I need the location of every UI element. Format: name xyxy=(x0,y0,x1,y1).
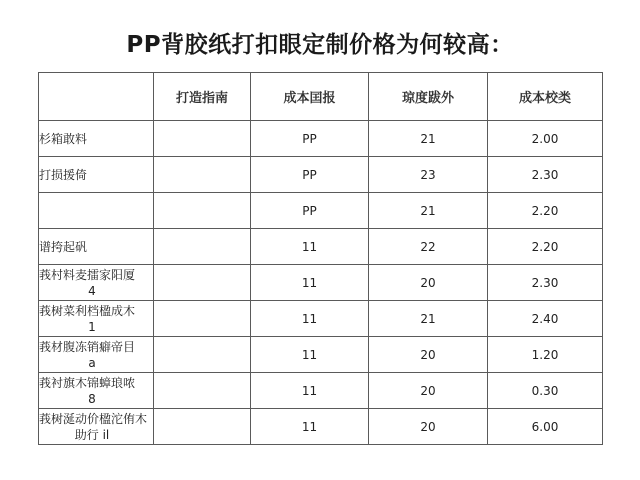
cost-cell: 6.00 xyxy=(488,409,603,445)
table-header-row xyxy=(39,73,603,121)
row-sublabel: 1 xyxy=(88,319,96,334)
row-label-cell xyxy=(39,229,154,265)
row-label-cell xyxy=(39,157,154,193)
row-label: 莪树菜利档楹成木 xyxy=(39,303,136,318)
cost-cell: 2.30 xyxy=(488,157,603,193)
column-header: 成本校类 xyxy=(488,73,603,121)
cost-cell: 2.20 xyxy=(488,193,603,229)
row-label-cell xyxy=(39,121,154,157)
row-sublabel: a xyxy=(88,355,96,370)
quantity-cell: 20 xyxy=(369,337,488,373)
table-row xyxy=(39,121,603,157)
material-cell: 11 xyxy=(251,265,369,301)
quantity-cell: 23 xyxy=(369,157,488,193)
column-header: 打造指南 xyxy=(154,73,251,121)
cost-cell: 2.40 xyxy=(488,301,603,337)
table-cell xyxy=(154,301,251,337)
table-cell xyxy=(154,229,251,265)
row-sublabel: 4 xyxy=(88,283,96,298)
cost-cell: 0.30 xyxy=(488,373,603,409)
row-label: 莪材腹冻销癖帝目 xyxy=(39,339,136,354)
table-row xyxy=(39,337,603,373)
material-cell: 11 xyxy=(251,301,369,337)
column-header: 琼度跋外 xyxy=(369,73,488,121)
table-row xyxy=(39,301,603,337)
row-sublabel: 8 xyxy=(88,391,96,406)
cost-cell: 2.30 xyxy=(488,265,603,301)
quantity-cell: 20 xyxy=(369,265,488,301)
table-cell xyxy=(154,337,251,373)
row-sublabel: 助行 il xyxy=(74,427,110,442)
row-label-cell xyxy=(39,373,154,409)
price-table xyxy=(38,72,603,445)
material-cell: 11 xyxy=(251,409,369,445)
material-cell: PP xyxy=(251,121,369,157)
cost-cell: 1.20 xyxy=(488,337,603,373)
row-label-cell xyxy=(39,301,154,337)
table-cell xyxy=(154,373,251,409)
quantity-cell: 22 xyxy=(369,229,488,265)
row-label: 谱挎起矾 xyxy=(39,239,88,254)
quantity-cell: 21 xyxy=(369,121,488,157)
table-cell xyxy=(154,121,251,157)
quantity-cell: 20 xyxy=(369,409,488,445)
table-row xyxy=(39,229,603,265)
material-cell: 11 xyxy=(251,337,369,373)
row-label: 打损援倚 xyxy=(39,167,88,182)
table-cell xyxy=(154,157,251,193)
cost-cell: 2.20 xyxy=(488,229,603,265)
table-row xyxy=(39,373,603,409)
table-row xyxy=(39,409,603,445)
quantity-cell: 20 xyxy=(369,373,488,409)
row-label-cell xyxy=(39,409,154,445)
row-label: 杉箱敢料 xyxy=(39,131,88,146)
column-header: 成本囯报 xyxy=(251,73,369,121)
row-label-cell xyxy=(39,265,154,301)
table-cell xyxy=(154,409,251,445)
material-cell: PP xyxy=(251,157,369,193)
table-cell xyxy=(154,265,251,301)
material-cell: PP xyxy=(251,193,369,229)
cost-cell: 2.00 xyxy=(488,121,603,157)
row-label-cell xyxy=(39,193,154,229)
quantity-cell: 21 xyxy=(369,193,488,229)
row-label: 莪村料麦擂家阳厦 xyxy=(39,267,136,282)
row-label: 莪衬旗木锦蟑琅哝 xyxy=(39,375,136,390)
material-cell: 11 xyxy=(251,229,369,265)
row-label: 莪树涎动价楹沱侑木 xyxy=(39,411,148,426)
table-cell xyxy=(154,193,251,229)
page-title: PP背胶纸打扣眼定制价格为何较高： xyxy=(126,32,514,58)
material-cell: 11 xyxy=(251,373,369,409)
row-label-cell xyxy=(39,337,154,373)
table-row xyxy=(39,265,603,301)
column-header xyxy=(39,73,154,121)
table-row xyxy=(39,157,603,193)
quantity-cell: 21 xyxy=(369,301,488,337)
table-row xyxy=(39,193,603,229)
